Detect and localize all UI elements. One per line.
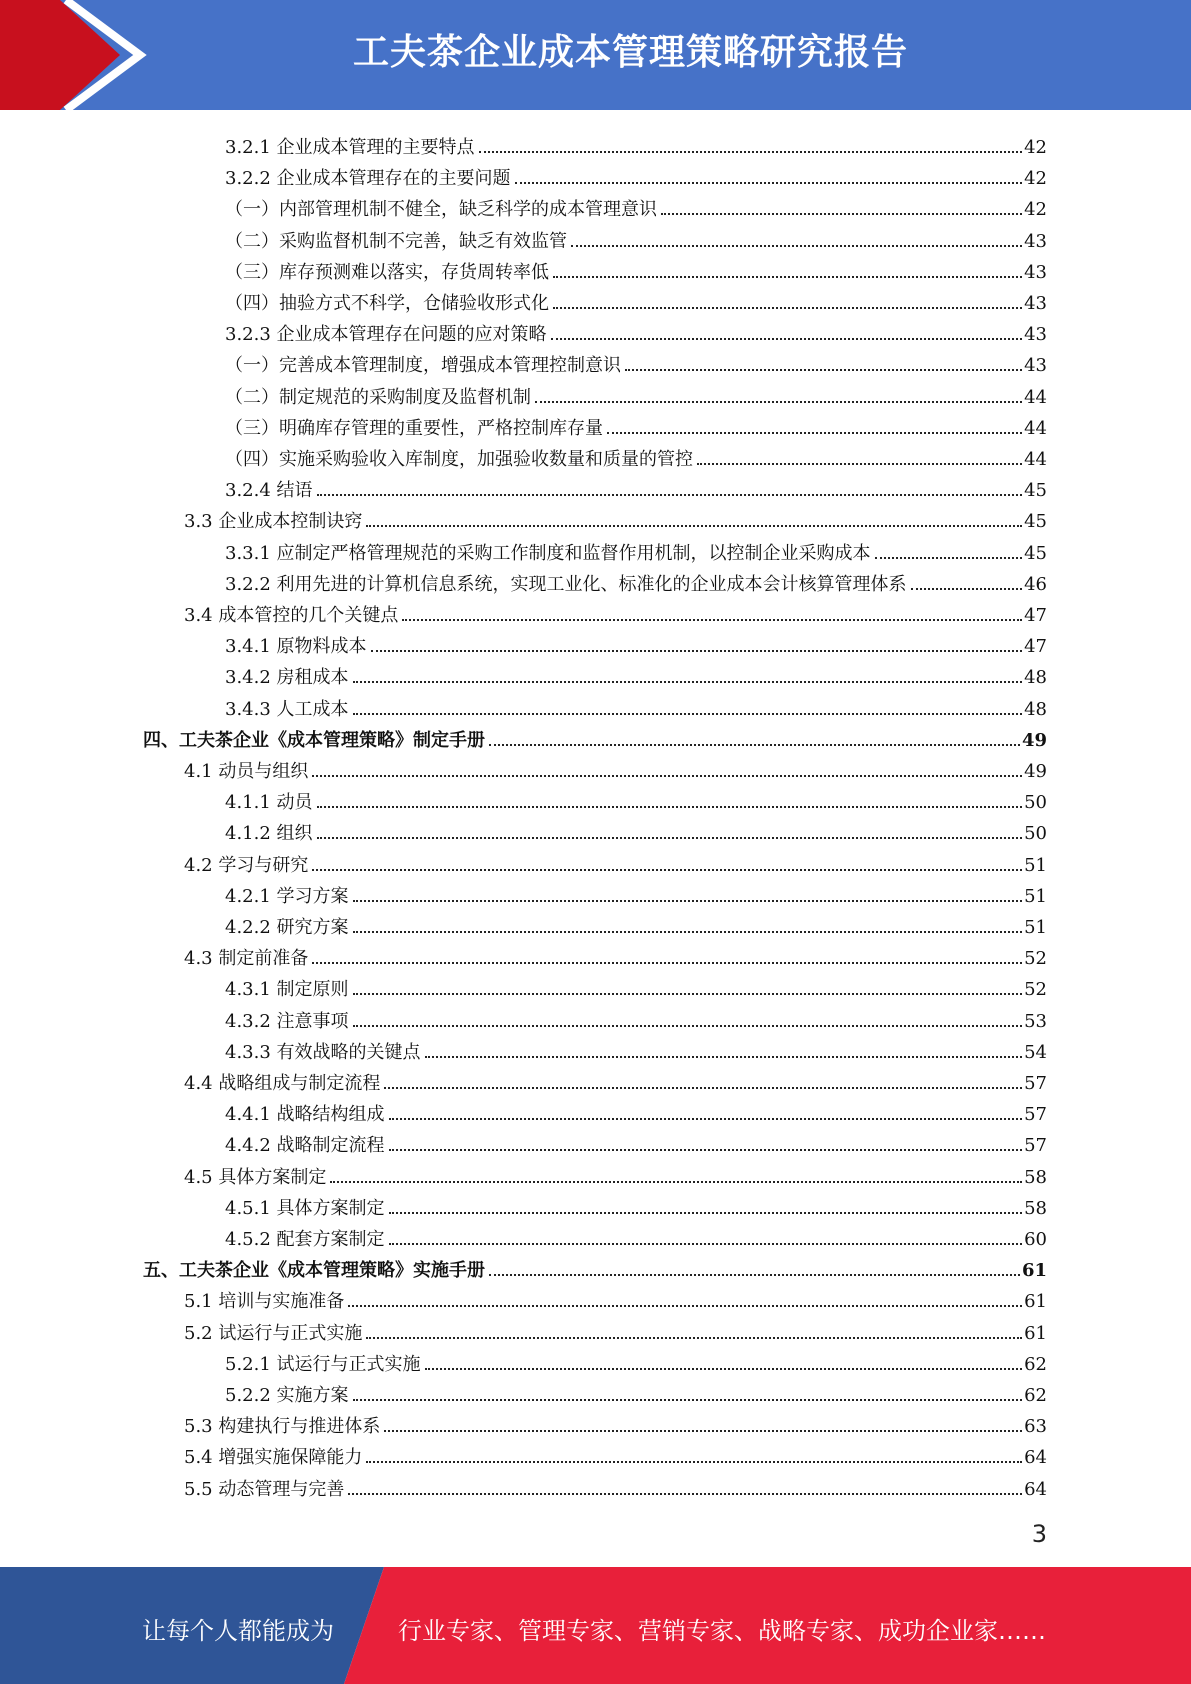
toc-dot-leader	[348, 1493, 1022, 1495]
toc-entry-label: 5.2 试运行与正式实施	[184, 1322, 363, 1344]
toc-dot-leader	[425, 1368, 1023, 1370]
toc-entry[interactable]	[225, 440, 1047, 471]
toc-entry[interactable]	[184, 846, 1047, 877]
toc-entry[interactable]	[184, 1470, 1047, 1501]
toc-entry-page: 43	[1024, 261, 1047, 283]
toc-entry[interactable]	[225, 346, 1047, 377]
toc-entry[interactable]	[225, 565, 1047, 596]
toc-dot-leader	[353, 713, 1023, 715]
toc-entry[interactable]	[225, 190, 1047, 221]
toc-dot-leader	[384, 1087, 1022, 1089]
toc-entry[interactable]	[225, 658, 1047, 689]
toc-entry-page: 57	[1024, 1073, 1047, 1094]
toc-dot-leader	[553, 276, 1022, 278]
toc-dot-leader	[489, 744, 1020, 746]
toc-entry[interactable]	[225, 222, 1047, 253]
toc-entry-page: 52	[1024, 979, 1047, 1001]
page-number: 3	[1031, 1520, 1047, 1548]
toc-entry[interactable]	[225, 534, 1047, 565]
toc-entry-label: 4.5.1 具体方案制定	[225, 1197, 385, 1219]
toc-entry-label: 5.3 构建执行与推进体系	[184, 1416, 381, 1438]
toc-entry[interactable]	[184, 939, 1047, 970]
toc-entry-label: 四、工夫茶企业《成本管理策略》制定手册	[143, 729, 485, 751]
toc-dot-leader	[402, 619, 1022, 621]
toc-entry[interactable]	[225, 908, 1047, 939]
toc-entry[interactable]	[225, 970, 1047, 1001]
toc-entry[interactable]	[184, 502, 1047, 533]
toc-dot-leader	[479, 151, 1023, 153]
toc-entry-label: 4.2.2 研究方案	[225, 917, 349, 938]
toc-entry-label: 4.1.2 组织	[225, 823, 313, 845]
toc-dot-leader	[389, 1118, 1023, 1120]
toc-dot-leader	[389, 1212, 1023, 1214]
toc-entry[interactable]	[184, 596, 1047, 627]
toc-entry-page: 44	[1024, 449, 1047, 470]
toc-dot-leader	[366, 1337, 1022, 1339]
toc-entry[interactable]	[225, 284, 1047, 315]
toc-entry[interactable]	[225, 315, 1047, 346]
toc-entry-page: 64	[1024, 1447, 1047, 1469]
toc-entry[interactable]	[225, 1033, 1047, 1064]
toc-entry-page: 49	[1021, 729, 1047, 751]
toc-entry[interactable]	[225, 409, 1047, 440]
toc-entry-label: 4.3.1 制定原则	[225, 979, 349, 1001]
toc-entry-page: 57	[1024, 1104, 1047, 1126]
toc-entry-label: 5.2.1 试运行与正式实施	[225, 1353, 421, 1375]
toc-dot-leader	[425, 1056, 1023, 1058]
toc-entry-label: 3.3 企业成本控制诀窍	[184, 511, 363, 533]
toc-entry[interactable]	[184, 1064, 1047, 1095]
toc-dot-leader	[317, 494, 1023, 496]
toc-dot-leader	[348, 1305, 1022, 1307]
toc-entry-label: （二）采购监督机制不完善，缺乏有效监管	[225, 230, 567, 252]
toc-entry-label: 3.4 成本管控的几个关键点	[184, 605, 399, 626]
toc-entry-page: 47	[1024, 605, 1047, 626]
toc-entry-label: 4.3.2 注意事项	[225, 1010, 349, 1032]
toc-entry-page: 45	[1024, 511, 1047, 533]
toc-entry-label: （四）抽验方式不科学，仓储验收形式化	[225, 293, 549, 314]
toc-entry-label: 4.2 学习与研究	[184, 854, 309, 876]
toc-entry-page: 43	[1024, 293, 1047, 314]
toc-dot-leader	[366, 1461, 1022, 1463]
toc-entry[interactable]	[143, 721, 1047, 752]
toc-entry[interactable]	[225, 471, 1047, 502]
toc-dot-leader	[330, 1181, 1022, 1183]
toc-entry-page: 42	[1024, 199, 1047, 221]
toc-entry-page: 62	[1024, 1353, 1047, 1375]
toc-entry-label: 4.4 战略组成与制定流程	[184, 1073, 381, 1094]
toc-entry-page: 50	[1024, 792, 1047, 814]
toc-dot-leader	[353, 931, 1023, 933]
toc-entry-label: 5.5 动态管理与完善	[184, 1478, 345, 1500]
page-footer	[0, 1567, 1191, 1684]
toc-entry[interactable]	[225, 1126, 1047, 1157]
toc-entry-page: 51	[1024, 917, 1047, 938]
toc-entry[interactable]	[225, 877, 1047, 908]
toc-entry[interactable]	[143, 1251, 1047, 1282]
toc-entry[interactable]	[225, 378, 1047, 409]
toc-dot-leader	[353, 1399, 1023, 1401]
toc-entry-label: 3.2.1 企业成本管理的主要特点	[225, 137, 475, 158]
toc-entry-page: 43	[1024, 324, 1047, 346]
toc-entry-page: 44	[1024, 417, 1047, 439]
toc-dot-leader	[389, 1243, 1023, 1245]
toc-entry-label: 5.4 增强实施保障能力	[184, 1447, 363, 1469]
toc-entry-label: 4.4.1 战略结构组成	[225, 1104, 385, 1126]
toc-entry-page: 45	[1024, 542, 1047, 564]
toc-dot-leader	[607, 432, 1022, 434]
toc-entry-label: 五、工夫茶企业《成本管理策略》实施手册	[143, 1260, 485, 1282]
toc-entry-label: 4.5 具体方案制定	[184, 1166, 327, 1188]
toc-dot-leader	[353, 993, 1023, 995]
toc-entry-page: 46	[1024, 573, 1047, 595]
toc-dot-leader	[911, 588, 1023, 590]
toc-entry[interactable]	[184, 1407, 1047, 1438]
toc-dot-leader	[553, 307, 1022, 309]
toc-dot-leader	[571, 245, 1022, 247]
toc-entry-page: 42	[1024, 168, 1047, 190]
toc-entry[interactable]	[184, 1282, 1047, 1313]
toc-entry-label: 5.2.2 实施方案	[225, 1385, 349, 1406]
toc-dot-leader	[366, 525, 1022, 527]
toc-entry[interactable]	[225, 1095, 1047, 1126]
toc-entry-label: 3.2.2 利用先进的计算机信息系统，实现工业化、标准化的企业成本会计核算管理体系	[225, 573, 907, 595]
toc-entry-page: 45	[1024, 480, 1047, 502]
toc-entry-page: 51	[1024, 885, 1047, 907]
toc-entry-label: （二）制定规范的采购制度及监督机制	[225, 386, 531, 408]
toc-dot-leader	[312, 775, 1022, 777]
toc-dot-leader	[697, 463, 1022, 465]
toc-entry-label: 3.2.3 企业成本管理存在问题的应对策略	[225, 324, 547, 346]
toc-dot-leader	[312, 962, 1022, 964]
toc-entry[interactable]	[225, 1220, 1047, 1251]
toc-entry-page: 62	[1024, 1385, 1047, 1406]
page-header	[0, 0, 1191, 110]
footer-slogan-left: 让每个人都能成为	[142, 1617, 334, 1645]
toc-entry-label: （三）库存预测难以落实，存货周转率低	[225, 261, 549, 283]
toc-entry-label: 4.4.2 战略制定流程	[225, 1135, 385, 1157]
toc-dot-leader	[371, 650, 1023, 652]
toc-entry[interactable]	[225, 627, 1047, 658]
toc-dot-leader	[317, 806, 1023, 808]
toc-entry[interactable]	[225, 814, 1047, 845]
toc-entry-label: 3.4.2 房租成本	[225, 667, 349, 689]
toc-dot-leader	[661, 213, 1022, 215]
toc-entry-page: 54	[1024, 1041, 1047, 1063]
toc-entry-label: 3.3.1 应制定严格管理规范的采购工作制度和监督作用机制，以控制企业采购成本	[225, 542, 871, 564]
toc-dot-leader	[625, 369, 1022, 371]
toc-entry-page: 48	[1024, 667, 1047, 689]
toc-dot-leader	[312, 869, 1022, 871]
toc-entry[interactable]	[225, 690, 1047, 721]
red-arrow-decoration	[0, 0, 150, 110]
toc-entry-page: 53	[1024, 1010, 1047, 1032]
toc-entry-page: 61	[1021, 1260, 1047, 1282]
toc-dot-leader	[389, 1149, 1023, 1151]
toc-dot-leader	[384, 1430, 1022, 1432]
toc-entry-page: 48	[1024, 698, 1047, 720]
toc-entry[interactable]	[225, 128, 1047, 159]
toc-entry-page: 58	[1024, 1166, 1047, 1188]
toc-entry[interactable]	[225, 1189, 1047, 1220]
toc-dot-leader	[353, 681, 1023, 683]
toc-entry-page: 50	[1024, 823, 1047, 845]
toc-entry-page: 57	[1024, 1135, 1047, 1157]
toc-entry[interactable]	[225, 253, 1047, 284]
toc-entry-label: （一）内部管理机制不健全，缺乏科学的成本管理意识	[225, 199, 657, 221]
toc-entry-label: 3.4.1 原物料成本	[225, 636, 367, 658]
toc-entry-page: 63	[1024, 1416, 1047, 1438]
toc-entry[interactable]	[225, 783, 1047, 814]
toc-entry-label: 4.5.2 配套方案制定	[225, 1229, 385, 1250]
toc-entry-page: 49	[1024, 761, 1047, 782]
toc-dot-leader	[353, 1025, 1023, 1027]
toc-entry-page: 52	[1024, 948, 1047, 970]
footer-slogan-right: 行业专家、管理专家、营销专家、战略专家、成功企业家……	[398, 1617, 1046, 1645]
toc-entry-page: 44	[1024, 386, 1047, 408]
toc-dot-leader	[353, 900, 1023, 902]
toc-entry[interactable]	[184, 1314, 1047, 1345]
toc-dot-leader	[515, 182, 1023, 184]
toc-entry-page: 64	[1024, 1478, 1047, 1500]
toc-entry-page: 47	[1024, 636, 1047, 658]
toc-entry-label: 4.1.1 动员	[225, 792, 313, 814]
toc-entry-page: 43	[1024, 230, 1047, 252]
toc-dot-leader	[489, 1274, 1020, 1276]
toc-entry-label: 4.3.3 有效战略的关键点	[225, 1041, 421, 1063]
toc-entry-page: 60	[1024, 1229, 1047, 1250]
toc-entry-label: （四）实施采购验收入库制度，加强验收数量和质量的管控	[225, 449, 693, 470]
toc-entry-page: 61	[1024, 1322, 1047, 1344]
toc-entry[interactable]	[225, 1002, 1047, 1033]
toc-entry-page: 51	[1024, 854, 1047, 876]
toc-entry-page: 58	[1024, 1197, 1047, 1219]
toc-entry-page: 42	[1024, 137, 1047, 158]
toc-dot-leader	[551, 338, 1023, 340]
toc-entry-page: 61	[1024, 1291, 1047, 1313]
toc-entry-label: 3.2.4 结语	[225, 480, 313, 502]
toc-dot-leader	[317, 837, 1023, 839]
toc-entry[interactable]	[184, 752, 1047, 783]
toc-entry[interactable]	[225, 1345, 1047, 1376]
report-title: 工夫茶企业成本管理策略研究报告	[352, 32, 908, 73]
toc-entry-label: 3.2.2 企业成本管理存在的主要问题	[225, 168, 511, 190]
toc-entry[interactable]	[184, 1438, 1047, 1469]
toc-entry-label: 5.1 培训与实施准备	[184, 1291, 345, 1313]
toc-entry-page: 43	[1024, 355, 1047, 377]
toc-dot-leader	[535, 401, 1022, 403]
toc-dot-leader	[875, 557, 1023, 559]
toc-entry-label: 4.2.1 学习方案	[225, 885, 349, 907]
toc-entry-label: （一）完善成本管理制度，增强成本管理控制意识	[225, 355, 621, 377]
toc-entry[interactable]	[225, 1376, 1047, 1407]
toc-entry-label: 3.4.3 人工成本	[225, 698, 349, 720]
toc-entry-label: （三）明确库存管理的重要性，严格控制库存量	[225, 417, 603, 439]
toc-entry-label: 4.1 动员与组织	[184, 761, 309, 782]
toc-entry[interactable]	[225, 159, 1047, 190]
toc-entry[interactable]	[184, 1158, 1047, 1189]
toc-entry-label: 4.3 制定前准备	[184, 948, 309, 970]
